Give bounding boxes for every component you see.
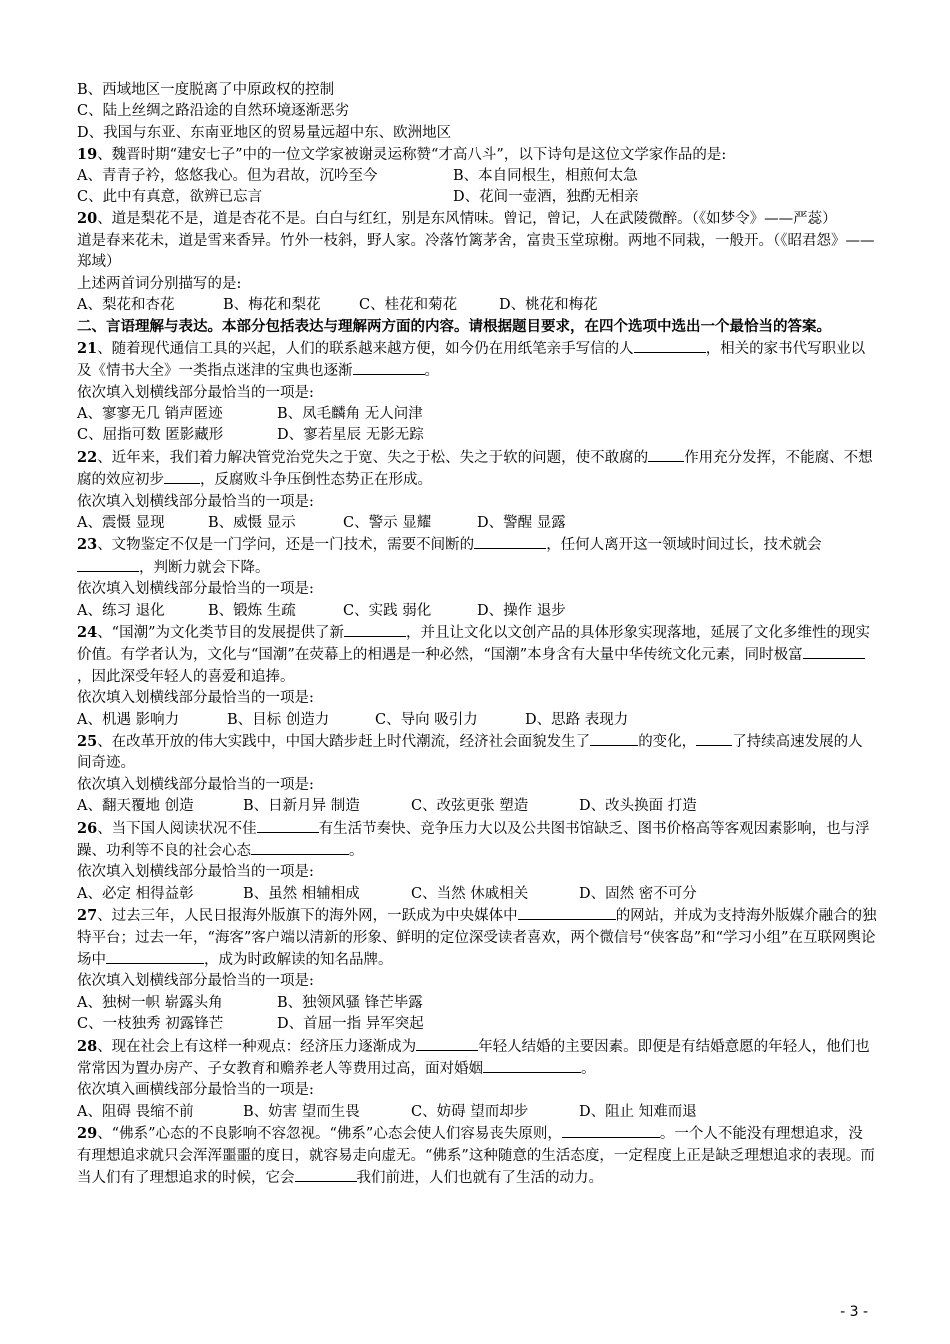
answer-blank	[353, 360, 425, 375]
question-text: 有生活节奏快、竞争压力大以及公共图书馆缺乏、图书价格高等客观因素影响，也与浮躁、功利等不良的社会心态	[77, 820, 870, 859]
option-a: A、阻碍 畏缩不前	[77, 1103, 194, 1120]
option-row	[77, 425, 877, 446]
option-c: C、一枝独秀 初露锋芒	[77, 1016, 224, 1033]
question-20	[77, 208, 877, 230]
option-d: D、改头换面 打造	[579, 798, 697, 815]
question-text: ，相关的家书代写职业以及《情书大全》一类指点迷津的宝典也逐渐	[77, 340, 866, 380]
option-b: B、妨害 望而生畏	[243, 1103, 360, 1120]
question-text: 、近年来，我们着力解决管党治党失之于宽、失之于松、失之于软的问题，使不敢腐的	[97, 449, 649, 466]
question-text: ，并且让文化以文创产品的具体形象实现落地，延展了文化多维性的现实价值。有学者认为，文化与“国潮”在荧幕上的相遇是一种必然，“国潮”本身含有大量中华传统文化元素，同时极富	[77, 624, 871, 664]
answer-blank	[648, 447, 684, 462]
option-line: B、西域地区一度脱离了中原政权的控制	[77, 82, 335, 98]
answer-blank	[590, 731, 638, 746]
question-text: 。	[349, 842, 364, 859]
option-a: A、练习 退化	[77, 602, 165, 619]
option-b: B、凤毛麟角 无人问津	[277, 405, 423, 422]
option-row	[77, 993, 877, 1014]
answer-blank	[416, 1036, 478, 1051]
option-a: A、机遇 影响力	[77, 711, 180, 728]
option-row	[77, 1102, 877, 1123]
question-28	[77, 1036, 877, 1081]
question-22	[77, 447, 877, 492]
question-text: ，成为时政解读的知名品牌。	[204, 951, 393, 968]
option-row	[77, 601, 877, 622]
answer-blank	[634, 338, 706, 353]
question-29	[77, 1123, 877, 1189]
question-number: 29	[77, 1125, 98, 1143]
page-number: - 3 -	[840, 1304, 868, 1320]
question-text: 、随着现代通信工具的兴起，人们的联系越来越方便，如今仍在用纸笔亲手写信的人	[97, 340, 634, 357]
question-text: 的网站，并成为支持海外版媒介融合的独特平台；过去一年，“海客”客户端以清新的形象、鲜明的定位深受读者喜欢，两个微信号“侠客岛”和“学习小组”在互联网舆论场中	[77, 908, 877, 968]
answer-blank	[518, 905, 616, 920]
question-number: 20	[77, 210, 98, 228]
option-row	[77, 1014, 877, 1035]
question-number: 19	[77, 146, 98, 164]
question-24	[77, 622, 877, 688]
poem-1: 、道是梨花不是，道是杏花不是。白白与红红，别是东风情味。曾记，曾记，人在武陵微醉。（《如梦令》——严蕊）	[97, 211, 837, 228]
question-25	[77, 731, 877, 775]
question-number: 26	[77, 819, 98, 837]
answer-blank	[483, 1058, 581, 1073]
question-19	[77, 144, 877, 165]
option-line: C、陆上丝绸之路沿途的自然环境逐渐恶劣	[77, 103, 350, 120]
question-number: 28	[77, 1037, 98, 1055]
option-b: B、锻炼 生疏	[208, 602, 296, 619]
question-27	[77, 905, 877, 971]
poem-2: 道是春来花未，道是雪来香异。竹外一枝斜，野人家。冷落竹篱茅舍，富贵玉堂琼榭。两地不同栽，一般开。（《昭君怨》——郑域）	[77, 232, 875, 271]
option-a: A、青青子衿，悠悠我心。但为君故，沉吟至今	[77, 167, 378, 184]
question-26	[77, 818, 877, 863]
question-number: 24	[77, 623, 98, 641]
option-row	[77, 187, 877, 208]
option-a: A、震慑 显现	[77, 514, 165, 531]
answer-blank	[344, 622, 406, 637]
option-b: B、目标 创造力	[227, 711, 330, 728]
option-row	[77, 295, 877, 316]
question-text: 的变化，	[638, 733, 697, 750]
question-text: 。	[581, 1060, 596, 1077]
option-d: D、首屈一指 异军突起	[277, 1016, 424, 1033]
question-prompt: 上述两首词分别描写的是:	[77, 275, 242, 292]
option-d: D、固然 密不可分	[579, 885, 697, 902]
option-row	[77, 166, 877, 187]
question-text: 。一个人不能没有理想追求，没有理想追求就只会浑浑噩噩的度日，就容易走向虚无。“佛系”这种随意的生活态度，一定程度上正是缺乏理想追求的表现。而当人们有了理想追求的时候，它会	[77, 1126, 875, 1186]
option-d: D、警醒 显露	[477, 514, 566, 531]
question-text: 、当下国人阅读状况不佳	[97, 820, 257, 837]
option-c: C、桂花和菊花	[359, 296, 458, 313]
question-text: 、“国潮”为文化类节目的发展提供了新	[97, 624, 345, 641]
question-text: 、文物鉴定不仅是一门学问，还是一门技术，需要不间断的	[97, 537, 475, 554]
option-row	[77, 796, 877, 817]
option-b: B、梅花和梨花	[223, 296, 321, 313]
option-d: D、寥若星辰 无影无踪	[277, 427, 424, 444]
question-text: 年轻人结婚的主要因素。即便是有结婚意愿的年轻人，他们也常常因为置办房产、子女教育和赡养老人等费用过高，面对婚姻	[77, 1038, 870, 1077]
option-c: C、此中有真意，欲辨已忘言	[77, 188, 263, 205]
option-a: A、独树一帜 崭露头角	[77, 994, 223, 1011]
option-c: C、屈指可数 匿影藏形	[77, 427, 224, 444]
question-prompt: 依次填入画横线部分最恰当的一项是:	[77, 1082, 314, 1099]
question-text: 、魏晋时期“建安七子”中的一位文学家被谢灵运称赞“才高八斗”，以下诗句是这位文学家作品的是:	[97, 147, 727, 164]
answer-blank	[474, 534, 546, 549]
option-c: C、改弦更张 塑造	[411, 798, 529, 815]
option-d: D、花间一壶酒，独酌无相亲	[453, 188, 639, 205]
option-b: B、虽然 相辅相成	[243, 885, 360, 902]
option-b: B、独领风骚 锋芒毕露	[277, 994, 423, 1011]
answer-blank	[251, 840, 349, 855]
option-a: A、寥寥无几 销声匿迹	[77, 405, 223, 422]
question-prompt: 依次填入划横线部分最恰当的一项是:	[77, 384, 314, 401]
question-23	[77, 534, 877, 579]
option-row	[77, 513, 877, 534]
option-c: C、实践 弱化	[343, 602, 432, 619]
option-b: B、日新月异 制造	[243, 798, 360, 815]
answer-blank	[295, 1167, 357, 1182]
option-d: D、思路 表现力	[525, 711, 629, 728]
question-prompt: 依次填入划横线部分最恰当的一项是:	[77, 581, 314, 598]
option-row	[77, 884, 877, 905]
question-text: 我们前进，人们也就有了生活的动力。	[356, 1169, 603, 1186]
option-a: A、梨花和杏花	[77, 296, 175, 313]
option-row	[77, 404, 877, 425]
option-d: D、操作 退步	[477, 602, 566, 619]
question-text: 、“佛系”心态的不良影响不容忽视。“佛系”心态会使人们容易丧失原则，	[97, 1126, 562, 1143]
question-number: 22	[77, 448, 98, 466]
section-heading: 二、言语理解与表达。本部分包括表达与理解两方面的内容。请根据题目要求，在四个选项中选出一个最恰当的答案。	[77, 318, 831, 336]
document-page	[77, 80, 877, 1189]
question-text: ，反腐败斗争压倒性态势正在形成。	[200, 472, 432, 489]
question-number: 27	[77, 907, 98, 925]
question-text: ，因此深受年轻人的喜爱和追捧。	[77, 668, 295, 685]
option-d: D、桃花和梅花	[499, 296, 598, 313]
question-21	[77, 338, 877, 383]
question-number: 21	[77, 339, 98, 357]
option-line: D、我国与东亚、东南亚地区的贸易量远超中东、欧洲地区	[77, 124, 452, 141]
question-prompt: 依次填入划横线部分最恰当的一项是:	[77, 776, 314, 793]
option-c: C、妨碍 望而却步	[411, 1103, 529, 1120]
option-b: B、威慑 显示	[208, 514, 296, 531]
answer-blank	[164, 469, 200, 484]
question-number: 25	[77, 732, 98, 750]
answer-blank	[562, 1123, 660, 1138]
answer-blank	[257, 818, 319, 833]
question-number: 23	[77, 536, 98, 554]
question-text: 。	[424, 363, 439, 380]
option-row	[77, 710, 877, 731]
answer-blank	[803, 644, 865, 659]
option-a: A、翻天覆地 创造	[77, 798, 194, 815]
option-d: D、阻止 知难而退	[579, 1103, 697, 1120]
question-text: ，任何人离开这一领域时间过长，技术就会	[546, 537, 822, 554]
question-text: 了持续高速发展的人间奇迹。	[77, 733, 863, 772]
question-prompt: 依次填入划横线部分最恰当的一项是:	[77, 493, 314, 510]
question-text: 作用充分发挥，不能腐、不想腐的效应初步	[77, 449, 873, 489]
question-prompt: 依次填入划横线部分最恰当的一项是:	[77, 690, 314, 707]
option-a: A、必定 相得益彰	[77, 885, 194, 902]
answer-blank	[77, 557, 139, 572]
question-prompt: 依次填入划横线部分最恰当的一项是:	[77, 864, 314, 881]
question-prompt: 依次填入划横线部分最恰当的一项是:	[77, 973, 314, 990]
question-text: 、现在社会上有这样一种观点：经济压力逐渐成为	[97, 1038, 417, 1055]
question-text: 、过去三年，人民日报海外版旗下的海外网，一跃成为中央媒体中	[97, 908, 518, 925]
question-text: ，判断力就会下降。	[139, 559, 270, 576]
question-text: 、在改革开放的伟大实践中，中国大踏步赶上时代潮流，经济社会面貌发生了	[97, 733, 591, 750]
option-b: B、本自同根生，相煎何太急	[453, 167, 638, 184]
option-c: C、导向 吸引力	[375, 711, 478, 728]
option-c: C、当然 休戚相关	[411, 885, 529, 902]
answer-blank	[106, 949, 204, 964]
option-c: C、警示 显耀	[343, 514, 432, 531]
answer-blank	[696, 731, 732, 746]
